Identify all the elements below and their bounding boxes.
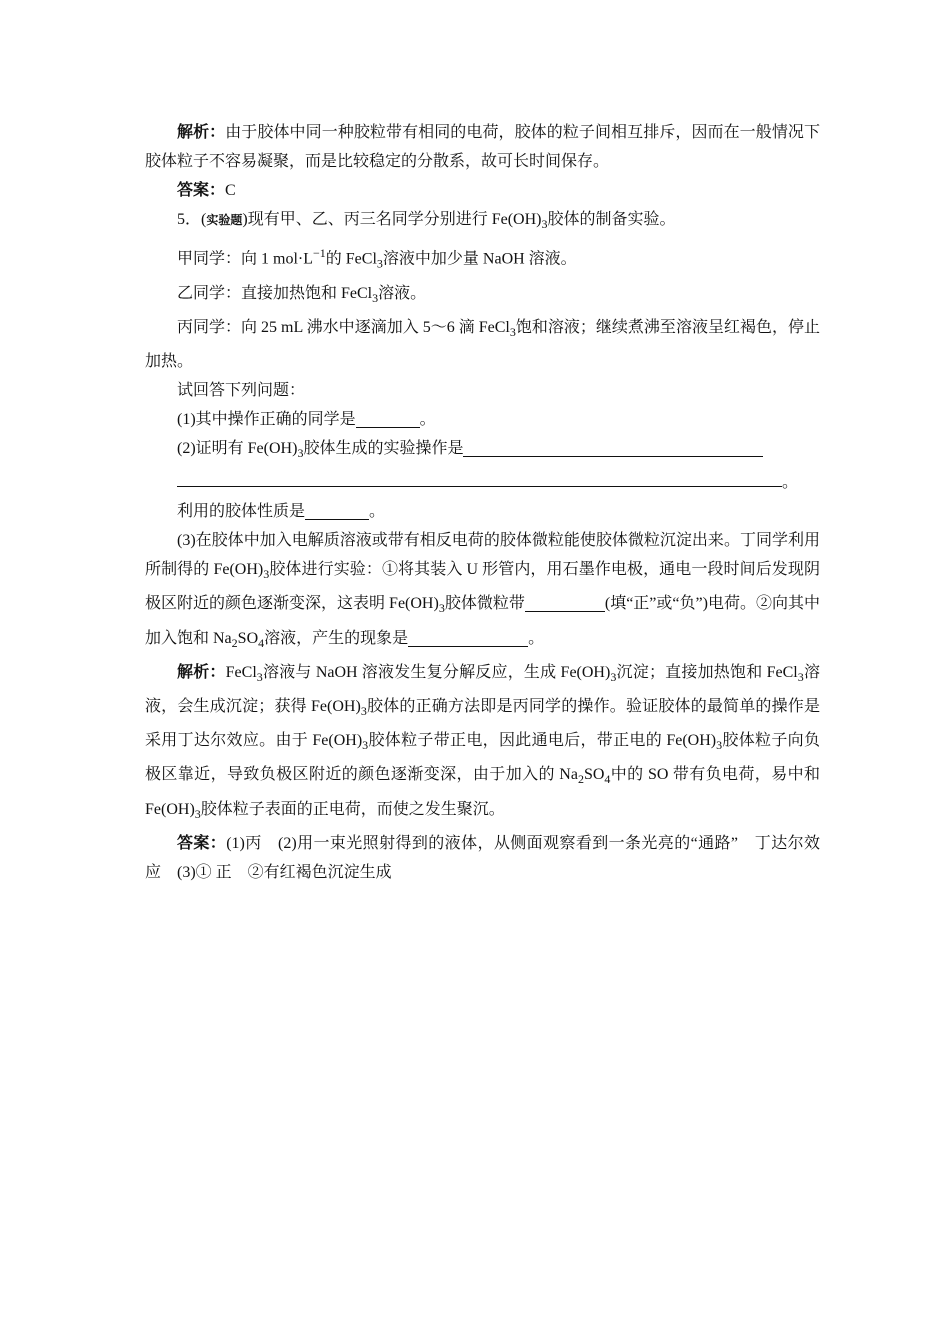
prev-analysis — [145, 118, 820, 176]
analysis-text: 溶液，会生成沉淀；获得 Fe(OH) — [145, 663, 820, 716]
sub3-text: SO — [237, 629, 259, 647]
answer-blank — [305, 501, 369, 520]
answer-blank — [463, 438, 763, 457]
sub2-end: 。 — [782, 474, 799, 492]
student-bing — [145, 313, 820, 376]
analysis-text: 溶液与 NaOH 溶液发生复分解反应，生成 Fe(OH) — [262, 663, 611, 681]
subscript: 3 — [194, 806, 201, 821]
answer-blank — [408, 628, 528, 647]
sub3-end: 。 — [528, 629, 545, 647]
analysis-text: 胶体粒子表面的正电荷，而使之发生聚沉。 — [200, 800, 505, 818]
sub1-end: 。 — [419, 411, 436, 429]
subscript: 4 — [258, 635, 265, 650]
sub3-text: 溶液，产生的现象是 — [264, 629, 409, 647]
sub-question-2-continued — [145, 468, 820, 497]
answer-blank — [356, 409, 420, 428]
analysis-label: 解析： — [177, 124, 226, 141]
sub3-text: 胶体进行实验：①将其装入 U 形管内，用石墨作电极，通电一段时间后发现阴极区附近的颜色逐渐变深，这表明 Fe(OH) — [145, 561, 820, 613]
sub3-text: (3)在胶体中加入电解质溶液或带有相反电荷的胶体微粒能使胶体微粒沉淀出来。丁同学利用所制得的 Fe(OH) — [145, 532, 820, 579]
analysis-text: FeCl — [225, 663, 257, 681]
sub2-text: 利用的胶体性质是 — [177, 503, 306, 521]
sub1-text: (1)其中操作正确的同学是 — [177, 411, 356, 429]
subscript: 3 — [797, 670, 804, 685]
answer-blank — [525, 593, 605, 612]
subscript: 3 — [297, 446, 304, 461]
stem-text: )现有甲、乙、丙三名同学分别进行 Fe(OH) — [242, 211, 542, 228]
analysis — [145, 658, 820, 829]
subscript: 3 — [376, 256, 383, 271]
sub2-end: 。 — [369, 503, 386, 521]
subscript: 3 — [360, 704, 367, 719]
jia-text: 甲同学：向 1 mol·L — [177, 250, 313, 268]
question-number: 5．( — [177, 211, 207, 228]
analysis-text: 胶体粒子带正电，因此通电后，带正电的 Fe(OH) — [368, 732, 717, 750]
sub-question-2 — [145, 434, 820, 468]
subscript: 2 — [231, 635, 238, 650]
yi-text: 溶液。 — [378, 284, 427, 302]
analysis-text: 由于胶体中同一种胶粒带有相同的电荷，胶体的粒子间相互排斥，因而在一般情况下胶体粒子不容易凝聚，而是比较稳定的分散系，故可长时间保存。 — [145, 124, 820, 170]
answer-text: (1)丙 (2)用一束光照射得到的液体，从侧面观察看到一条光亮的“通路” 丁达尔效应 (3)① 正 ②有红褐色沉淀生成 — [145, 834, 820, 881]
subscript: 3 — [362, 738, 369, 753]
student-jia — [145, 239, 820, 279]
sub3-text: 胶体微粒带 — [444, 595, 525, 613]
answer-blank — [177, 468, 782, 487]
answer-label: 答案： — [177, 834, 227, 852]
sub-question-1 — [145, 405, 820, 434]
analysis-text: 胶体的正确方法即是丙同学的操作。验证胶体的最简单的操作是采用丁达尔效应。由于 Fe(OH) — [145, 698, 820, 750]
stem-text-end: 胶体的制备实验。 — [547, 211, 676, 228]
analysis-label: 解析： — [177, 663, 226, 681]
student-yi — [145, 279, 820, 313]
jia-text: 的 FeCl — [325, 250, 377, 268]
subscript: 3 — [541, 217, 548, 232]
final-answer — [145, 829, 820, 887]
yi-text: 乙同学：直接加热饱和 FeCl — [177, 284, 373, 302]
question-tag: 实验题 — [206, 213, 243, 227]
superscript: −1 — [313, 246, 326, 261]
subscript: 3 — [716, 738, 723, 753]
subscript: 3 — [438, 601, 445, 616]
prev-answer — [145, 176, 820, 205]
jia-text: 溶液中加少量 NaOH 溶液。 — [382, 250, 577, 268]
analysis-text: SO — [583, 766, 605, 784]
bing-text: 饱和溶液；继续煮沸至溶液呈红褐色，停止加热。 — [145, 318, 820, 371]
subscript: 3 — [263, 567, 270, 582]
answer-value: C — [225, 182, 236, 199]
analysis-text: 沉淀；直接加热饱和 FeCl — [616, 663, 798, 681]
subscript: 2 — [577, 772, 584, 787]
sub2-text: (2)证明有 Fe(OH) — [177, 440, 298, 458]
document-page — [145, 118, 820, 887]
subscript: 3 — [610, 670, 617, 685]
prompt: 试回答下列问题： — [177, 382, 306, 400]
analysis-text: 中的 SO 带有负电荷，易中和 Fe(OH) — [145, 766, 820, 818]
bing-text: 丙同学：向 25 mL 沸水中逐滴加入 5～6 滴 FeCl — [177, 318, 510, 336]
analysis-text: 胶体粒子向负极区靠近，导致负极区附近的颜色逐渐变深，由于加入的 Na — [145, 732, 820, 784]
sub-question-2-property — [145, 497, 820, 526]
subscript: 4 — [604, 772, 611, 787]
subscript: 3 — [372, 290, 379, 305]
subscript: 3 — [256, 670, 263, 685]
sub3-text: (填“正”或“负”)电荷。②向其中加入饱和 Na — [145, 595, 820, 647]
subscript: 3 — [509, 325, 516, 340]
sub2-text: 胶体生成的实验操作是 — [303, 440, 464, 458]
sub-question-3 — [145, 526, 820, 658]
answer-label: 答案： — [177, 182, 226, 199]
question-5-stem — [145, 205, 820, 239]
